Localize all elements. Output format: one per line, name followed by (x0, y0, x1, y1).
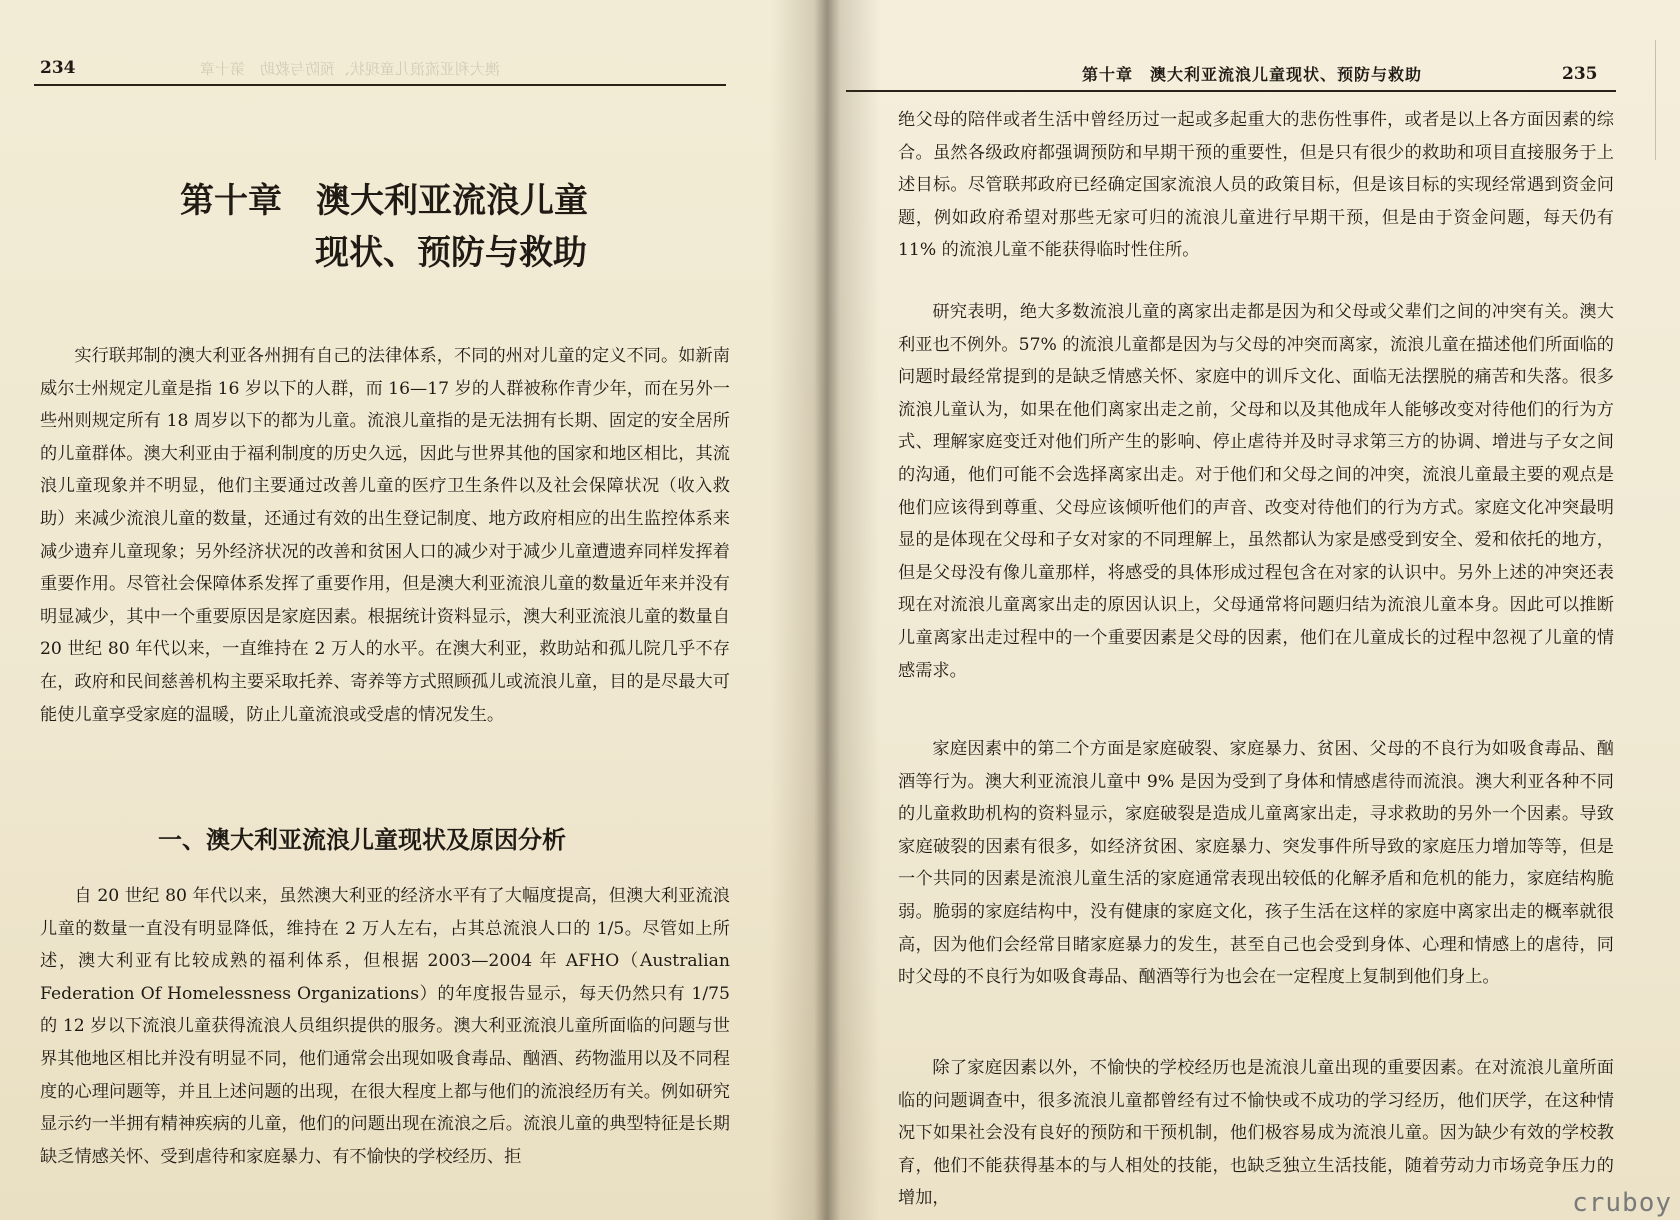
header-rule (34, 84, 726, 86)
page-number: 234 (40, 58, 76, 78)
body-paragraph: 绝父母的陪伴或者生活中曾经历过一起或多起重大的悲伤性事件，或者是以上各方面因素的综合。虽然各级政府都强调预防和早期干预的重要性，但是只有很少的救助和项目直接服务于上述目标。尽管联邦政府已经确定国家流浪人员的政策目标，但是该目标的实现经常遇到资金问题，例如政府希望对那些无家可归的流浪儿童进行早期干预，但是由于资金问题，每天仍有 11% 的流浪儿童不能获得临时性住所。 (898, 110, 1614, 261)
bleed-through-text: 澳大利亚流浪儿童现状、预防与救助 第十章 (200, 60, 501, 78)
chapter-title-line2: 现状、预防与救助 (315, 233, 587, 273)
body-paragraph: 自 20 世纪 80 年代以来，虽然澳大利亚的经济水平有了大幅度提高，但澳大利亚流浪儿童的数量一直没有明显降低，维持在 2 万人左右，占其总流浪人口的 1/5。尽管如上所述，澳大利亚有比较成熟的福利体系，但根据 2003—2004 年 AFHO（Australian Federation Of Homelessness Organizations）的年度报告显示，每天仍然只有 1/75 的 12 岁以下流浪儿童获得流浪人员组织提供的服务。澳大利亚流浪儿童所面临的问题与世界其他地区相比并没有明显不同，他们通常会出现如吸食毒品、酗酒、药物滥用以及不同程度的心理问题等，并且上述问题的出现，在很大程度上都与他们的流浪经历有关。例如研究显示约一半拥有精神疾病的儿童，他们的问题出现在流浪之后。流浪儿童的典型特征是长期缺乏情感关怀、受到虐待和家庭暴力、有不愉快的学校经历、拒 (40, 886, 730, 1167)
body-paragraph: 家庭因素中的第二个方面是家庭破裂、家庭暴力、贫困、父母的不良行为如吸食毒品、酗酒等行为。澳大利亚流浪儿童中 9% 是因为受到了身体和情感虐待而流浪。澳大利亚各种不同的儿童救助机构的资料显示，家庭破裂是造成儿童离家出走，寻求救助的另外一个因素。导致家庭破裂的因素有很多，如经济贫困、家庭暴力、突发事件所导致的家庭压力增加等等，但是一个共同的因素是流浪儿童生活的家庭通常表现出较低的化解矛盾和危机的能力，家庭结构脆弱。脆弱的家庭结构中，没有健康的家庭文化，孩子生活在这样的家庭中离家出走的概率就很高，因为他们会经常目睹家庭暴力的发生，甚至自己也会受到身体、心理和情感上的虐待，同时父母的不良行为如吸食毒品、酗酒等行为也会在一定程度上复制到他们身上。 (898, 739, 1614, 988)
right-page (826, 0, 1680, 1220)
page-number: 235 (1562, 64, 1598, 84)
body-paragraph: 研究表明，绝大多数流浪儿童的离家出走都是因为和父母或父辈们之间的冲突有关。澳大利亚也不例外。57% 的流浪儿童都是因为与父母的冲突而离家，流浪儿童在描述他们所面临的问题时最经常提到的是缺乏情感关怀、家庭中的训斥文化、面临无法摆脱的痛苦和失落。很多流浪儿童认为，如果在他们离家出走之前，父母和以及其他成年人能够改变对待他们的行为方式、理解家庭变迁对他们所产生的影响、停止虐待并及时寻求第三方的协调、增进与子女之间的沟通，他们可能不会选择离家出走。对于他们和父母之间的冲突，流浪儿童最主要的观点是他们应该得到尊重、父母应该倾听他们的声音、改变对待他们的行为方式。家庭文化冲突最明显的是体现在父母和子女对家的不同理解上，虽然都认为家是感受到安全、爱和依托的地方，但是父母没有像儿童那样，将感受的具体形成过程包含在对家的认识中。另外上述的冲突还表现在对流浪儿童离家出走的原因认识上，父母通常将问题归结为流浪儿童本身。因此可以推断儿童离家出走过程中的一个重要因素是父母的因素，他们在儿童成长的过程中忽视了儿童的情感需求。 (898, 302, 1614, 681)
watermark: cruboy (1572, 1188, 1672, 1218)
left-page (0, 0, 826, 1220)
chapter-title-line1: 第十章 澳大利亚流浪儿童 (180, 181, 588, 221)
body-paragraph: 实行联邦制的澳大利亚各州拥有自己的法律体系，不同的州对儿童的定义不同。如新南威尔士州规定儿童是指 16 岁以下的人群，而 16—17 岁的人群被称作青少年，而在另外一些州则规定所有 18 周岁以下的都为儿童。流浪儿童指的是无法拥有长期、固定的安全居所的儿童群体。澳大利亚由于福利制度的历史久远，因此与世界其他的国家和地区相比，其流浪儿童现象并不明显，他们主要通过改善儿童的医疗卫生条件以及社会保障状况（收入救助）来减少流浪儿童的数量，还通过有效的出生登记制度、地方政府相应的出生监控体系来减少遗弃儿童现象；另外经济状况的改善和贫困人口的减少对于减少儿童遭遗弃同样发挥着重要作用。尽管社会保障体系发挥了重要作用，但是澳大利亚流浪儿童的数量近年来并没有明显减少，其中一个重要原因是家庭因素。根据统计资料显示，澳大利亚流浪儿童的数量自 20 世纪 80 年代以来，一直维持在 2 万人的水平。在澳大利亚，救助站和孤儿院几乎不存在，政府和民间慈善机构主要采取托养、寄养等方式照顾孤儿或流浪儿童，目的是尽最大可能使儿童享受家庭的温暖，防止儿童流浪或受虐的情况发生。 (40, 346, 730, 725)
chapter-title (180, 175, 650, 279)
page-edge-mark (1655, 40, 1678, 160)
section-heading: 一、澳大利亚流浪儿童现状及原因分析 (158, 825, 566, 854)
running-title: 第十章 澳大利亚流浪儿童现状、预防与救助 (1082, 65, 1423, 84)
body-paragraph: 除了家庭因素以外，不愉快的学校经历也是流浪儿童出现的重要因素。在对流浪儿童所面临的问题调查中，很多流浪儿童都曾经有过不愉快或不成功的学习经历，他们厌学，在这种情况下如果社会没有良好的预防和干预机制，他们极容易成为流浪儿童。因为缺少有效的学校教育，他们不能获得基本的与人相处的技能，也缺乏独立生活技能，随着劳动力市场竞争压力的增加， (898, 1058, 1614, 1209)
header-rule (846, 90, 1616, 92)
